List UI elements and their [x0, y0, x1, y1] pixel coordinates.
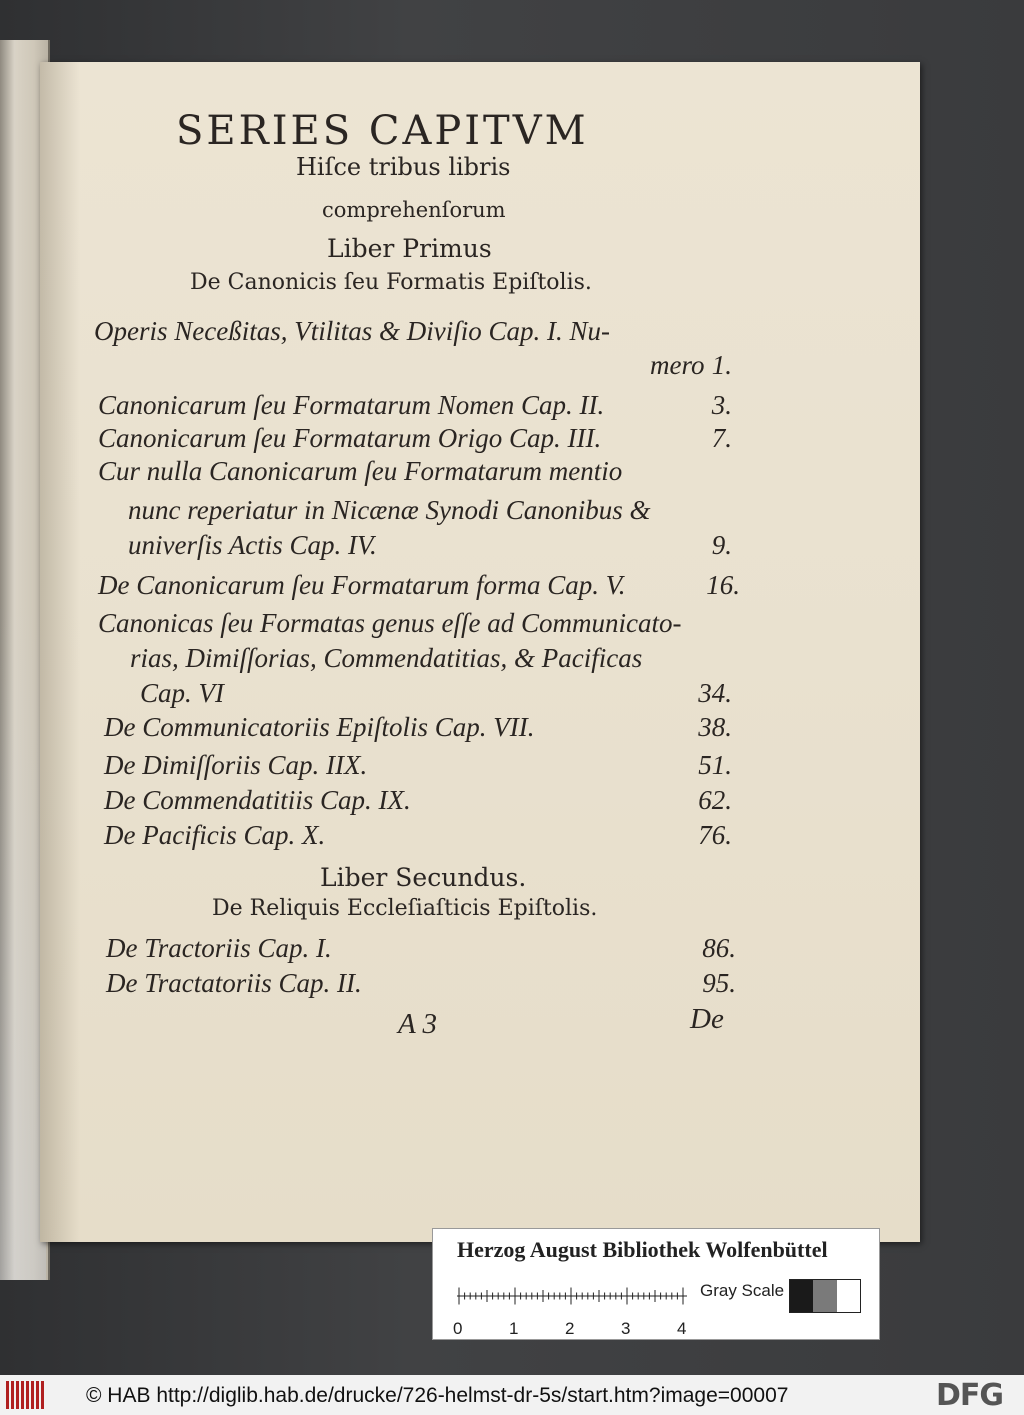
toc-entry-1-line-1: Operis Neceßitas, Vtilitas & Diviſio Cap. I. Nu- — [94, 316, 610, 346]
swatch-white — [837, 1280, 860, 1312]
book2-subheading: De Reliquis Eccleſiaſticis Epiſtolis. — [212, 896, 598, 921]
library-name: Herzog August Bibliothek Wolfenbüttel — [457, 1237, 828, 1262]
toc-book2-entry-2-page: 95. — [702, 968, 736, 998]
toc-entry-7-line-1: De Communicatoriis Epiſtolis Cap. VII. — [104, 712, 535, 742]
toc-entry-5-page: 16. — [706, 570, 740, 600]
toc-entry-5-line-1: De Canonicarum ſeu Formatarum forma Cap. V. — [98, 570, 626, 600]
signature-mark: A 3 — [398, 1008, 437, 1040]
toc-entry-6-line-2: rias, Dimiſſorias, Commendatitias, & Pacificas — [130, 643, 643, 673]
ruler-number-1: 1 — [509, 1319, 519, 1338]
toc-entry-4-line-3: univerſis Actis Cap. IV. — [128, 530, 377, 560]
toc-entry-3-page: 7. — [711, 423, 732, 453]
toc-entry-8-page: 51. — [698, 750, 732, 780]
toc-entry-6-line-3: Cap. VI — [140, 678, 224, 708]
subtitle-line-1: Hiſce tribus libris — [296, 153, 511, 181]
gray-scale-label: Gray Scale — [700, 1281, 785, 1300]
footer-bar — [0, 1375, 1024, 1415]
scale-ruler — [457, 1279, 687, 1313]
toc-book2-entry-2-line-1: De Tractatoriis Cap. II. — [106, 968, 362, 998]
toc-book2-entry-1-page: 86. — [702, 933, 736, 963]
ruler-number-0: 0 — [453, 1319, 463, 1338]
toc-entry-2-page: 3. — [711, 390, 732, 420]
toc-entry-7-page: 38. — [698, 712, 732, 742]
subtitle-line-2: comprehenſorum — [322, 198, 506, 222]
toc-entry-3-line-1: Canonicarum ſeu Formatarum Origo Cap. III. — [98, 423, 602, 453]
ruler-number-3: 3 — [621, 1319, 631, 1338]
toc-entry-1-line-2: mero — [650, 350, 705, 380]
page-title: SERIES CAPITVM — [176, 108, 589, 154]
toc-entry-4-page: 9. — [711, 530, 732, 560]
toc-entry-9-page: 62. — [698, 785, 732, 815]
book1-subheading: De Canonicis ſeu Formatis Epiſtolis. — [190, 270, 592, 295]
catchword: De — [690, 1003, 724, 1035]
book2-heading: Liber Secundus. — [320, 863, 527, 892]
book1-heading: Liber Primus — [327, 234, 492, 263]
toc-book2-entry-1-line-1: De Tractoriis Cap. I. — [106, 933, 332, 963]
toc-entry-4-line-1: Cur nulla Canonicarum ſeu Formatarum mentio — [98, 456, 623, 486]
toc-entry-10-line-1: De Pacificis Cap. X. — [104, 820, 326, 850]
toc-entry-2-line-1: Canonicarum ſeu Formatarum Nomen Cap. II. — [98, 390, 605, 420]
toc-entry-8-line-1: De Dimiſſoriis Cap. IIX. — [104, 750, 368, 780]
toc-entry-10-page: 76. — [698, 820, 732, 850]
dfg-logo: DFG — [936, 1378, 1004, 1413]
toc-entry-6-page: 34. — [698, 678, 732, 708]
toc-entry-4-line-2: nunc reperiatur in Nicænæ Synodi Canonibus & — [128, 495, 651, 525]
barcode-icon — [6, 1381, 48, 1409]
ruler-number-2: 2 — [565, 1319, 575, 1338]
toc-entry-1-page: 1. — [711, 350, 732, 380]
toc-entry-6-line-1: Canonicas ſeu Formatas genus eſſe ad Communicato- — [98, 608, 682, 638]
gray-scale-swatches — [789, 1279, 861, 1313]
swatch-gray — [813, 1280, 836, 1312]
copyright-link[interactable]: © HAB http://diglib.hab.de/drucke/726-helmst-dr-5s/start.htm?image=00007 — [86, 1384, 789, 1407]
ruler-number-4: 4 — [677, 1319, 687, 1338]
swatch-black — [790, 1280, 813, 1312]
toc-entry-9-line-1: De Commendatitiis Cap. IX. — [104, 785, 411, 815]
ruler-numbers — [453, 1319, 693, 1337]
color-target-card — [432, 1228, 880, 1340]
